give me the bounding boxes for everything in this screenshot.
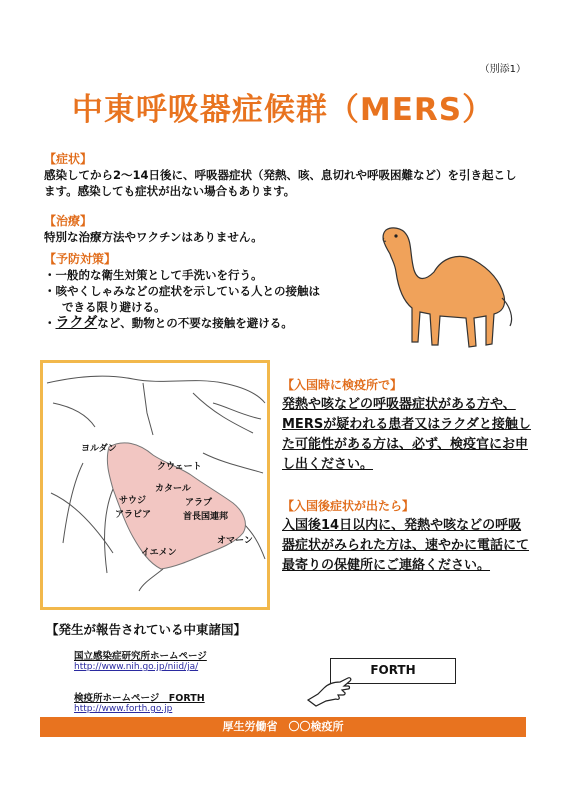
prevention-label: 【予防対策】 [44,252,117,266]
prevention-item-2: ・咳やくしゃみなどの症状を示している人との接触は [44,284,320,298]
entry-text: 発熱や咳などの呼吸器症状がある方や、MERSが疑われる患者又はラクダと接触した可能性がある方は、必ず、検疫官にお申し出ください。 [282,397,531,472]
niid-label: 国立感染症研究所ホームページ [74,651,207,662]
after-label: 【入国後症状が出たら】 [282,499,415,513]
attachment-note: （別添1） [479,64,526,75]
label-uae-2: 首長国連邦 [183,512,229,522]
label-oman: オマーン [217,536,253,546]
forth-url[interactable]: http://www.forth.go.jp [74,704,173,714]
label-kuwait: クウェート [157,462,202,472]
map-caption: 【発生が報告されている中東諸国】 [46,622,247,637]
prevention-item-3 [44,315,374,331]
entry-label: 【入国時に検疫所で】 [282,378,403,392]
label-yemen: イエメン [141,548,177,558]
prevention-item-2-cont: できる限り避ける。 [62,300,166,314]
label-uae-1: アラブ [185,498,213,508]
middle-east-map [40,360,270,610]
prevention-section [44,250,374,331]
label-saudi-1: サウジ [119,496,147,506]
label-saudi-2: アラビア [115,510,152,520]
symptoms-label: 【症状】 [44,152,93,166]
after-text: 入国後14日以内に、発熱や咳などの呼吸器症状がみられた方は、速やかに電話にて最寄りの保健所にご連絡ください。 [282,518,530,573]
niid-link-block [74,648,207,672]
symptoms-text: 感染してから2～14日後に、呼吸器症状（発熱、咳、息切れや呼吸困難など）を引き起こします。感染しても症状が出ない場合もあります。 [44,168,517,198]
camel-illustration [362,214,522,359]
forth-button[interactable]: FORTH [330,658,456,684]
prevention-item-1: ・一般的な衛生対策として手洗いを行う。 [44,268,263,282]
label-qatar: カタール [155,484,191,494]
bullet: ・ [44,316,56,330]
treatment-label: 【治療】 [44,214,93,228]
right-column [282,376,532,576]
niid-url[interactable]: http://www.nih.go.jp/niid/ja/ [74,662,199,672]
forth-label: 検疫所ホームページ FORTH [74,693,205,704]
treatment-text: 特別な治療方法やワクチンはありません。 [44,230,263,244]
camel-word: ラクダ [55,315,98,331]
prevention-item-3-rest: など、動物との不要な接触を避ける。 [97,316,293,330]
pointing-hand-icon [304,674,354,708]
label-jordan: ヨルダン [81,444,117,454]
forth-link-block [74,690,205,714]
page-title: 中東呼吸器症候群（MERS） [71,92,495,128]
symptoms-section [44,150,524,199]
footer-bar: 厚生労働省 〇〇検疫所 [40,717,526,737]
